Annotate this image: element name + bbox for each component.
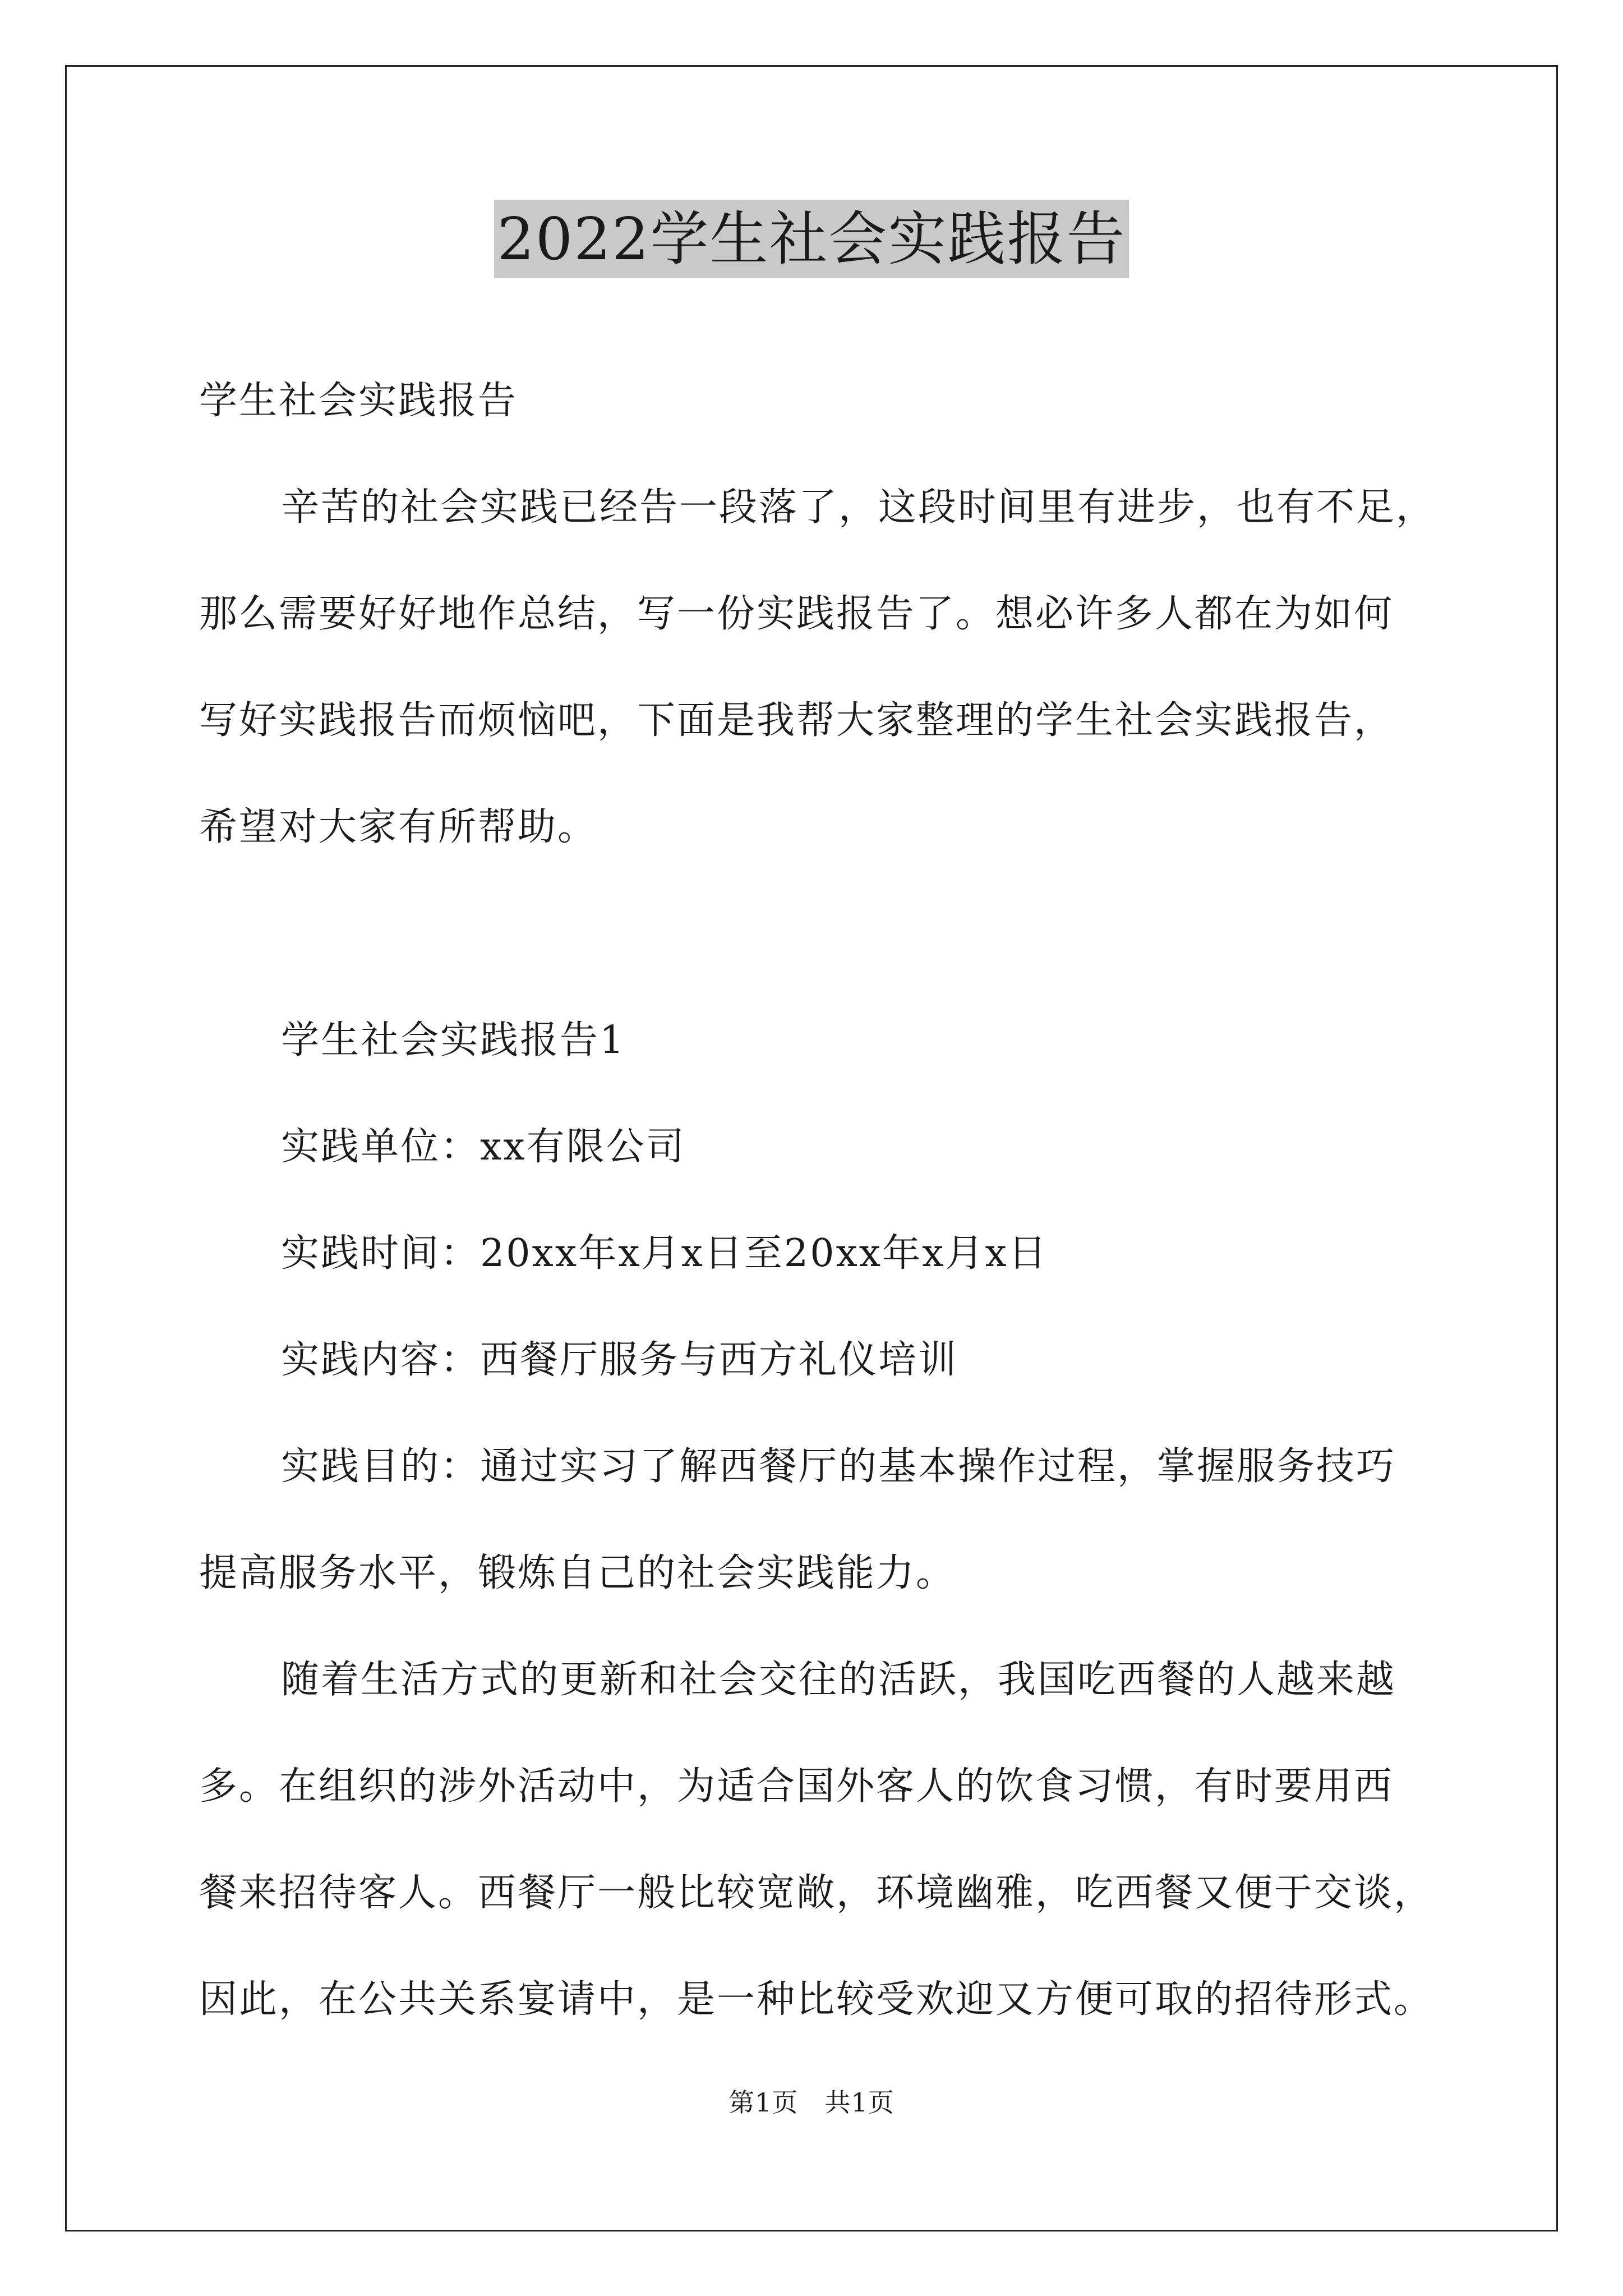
text-line: 因此，在公共关系宴请中，是一种比较受欢迎又方便可取的招待形式。 — [199, 1977, 1434, 2022]
page-footer: 第1页 共1页 — [728, 2087, 895, 2118]
document-body — [199, 348, 1436, 2053]
text-line: 多。在组织的涉外活动中，为适合国外客人的饮食习惯，有时要用西 — [199, 1764, 1394, 1809]
text-line: 餐来招待客人。西餐厅一般比较宽敞，环境幽雅，吃西餐又便于交谈， — [199, 1871, 1434, 1915]
text-line: 辛苦的社会实践已经告一段落了，这段时间里有进步，也有不足， — [281, 485, 1436, 530]
document-title: 2022学生社会实践报告 — [494, 200, 1129, 278]
text-line: 提高服务水平，锻炼自己的社会实践能力。 — [199, 1551, 956, 1595]
text-line: 那么需要好好地作总结，写一份实践报告了。想必许多人都在为如何 — [199, 592, 1394, 636]
text-line: 希望对大家有所帮助。 — [199, 805, 598, 849]
text-line: 实践单位：xx有限公司 — [281, 1125, 686, 1169]
text-line: 实践内容：西餐厅服务与西方礼仪培训 — [281, 1338, 958, 1382]
blank-line — [199, 881, 1427, 987]
text-line: 随着生活方式的更新和社会交往的活跃，我国吃西餐的人越来越 — [281, 1658, 1396, 1702]
text-line: 写好实践报告而烦恼吧，下面是我帮大家整理的学生社会实践报告， — [199, 698, 1394, 743]
text-line: 实践目的：通过实习了解西餐厅的基本操作过程，掌握服务技巧 — [281, 1444, 1396, 1489]
title-container — [0, 200, 1623, 278]
text-line: 学生社会实践报告 — [199, 379, 518, 423]
text-line: 实践时间：20xx年x月x日至20xx年x月x日 — [281, 1231, 1048, 1276]
text-line: 学生社会实践报告1 — [281, 1018, 626, 1062]
